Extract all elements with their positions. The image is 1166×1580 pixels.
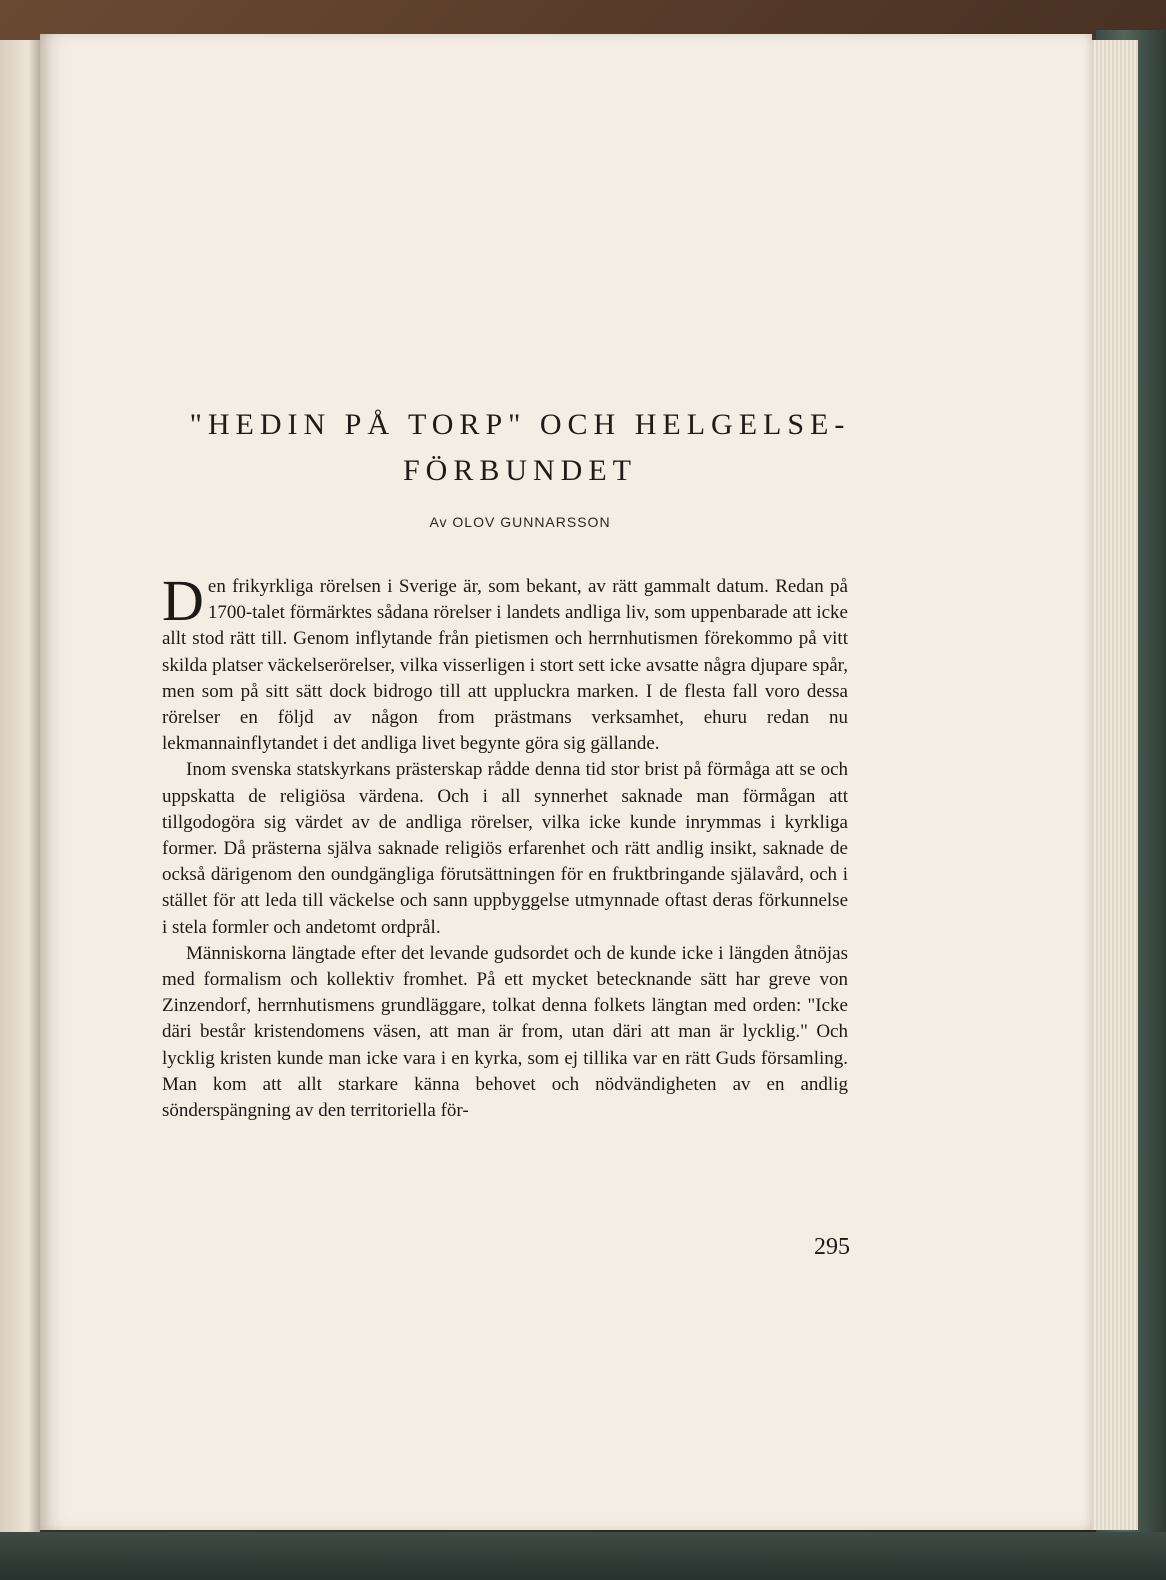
drop-cap: D [162,568,204,633]
paragraph-3: Människorna längtade efter det levande gudsordet och de kunde icke i längden åtnöjas med formalism och kollektiv fromhet. På ett mycket betecknande sätt har greve von Zinzendorf, herrnhutismens grundläggare, tolkat denna folkets längtan med orden: "Icke däri består kristendomens väsen, att man är from, utan däri att man är lycklig." Och lycklig kristen kunde man icke vara i en kyrka, som ej tillika var en rätt Guds församling. Man kom att allt starkare känna behovet och nödvändigheten av en andlig sönderspängning av den territoriella för- [162,942,848,1122]
title-line-1: "HEDIN PÅ TORP" OCH HELGELSE- [189,408,851,441]
article-body [162,568,848,1124]
title-line-2: FÖRBUNDET [402,454,637,487]
article-title [140,402,900,494]
paragraph-1 [162,568,848,757]
page-stack-edges [1086,40,1138,1530]
paragraph-2: Inom svenska statskyrkans prästerskap rådde denna tid stor brist på förmåga att se och uppskatta de religiösa värdena. Och i all synnerhet saknade man förmågan att tillgodogöra sig värdet av de andliga rörelser, vilka icke kunde inrymmas i kyrkliga former. Då prästerna själva saknade religiös erfarenhet och rätt andlig insikt, saknade de också därigenom den oundgängliga förutsättningen för en fruktbringande själavård, och i stället för att leda till väckelse och sann uppbyggelse utmynnade oftast deras förkunnelse i stela formler och andetomt ordprål. [162,759,848,938]
paragraph-1-text: en frikyrkliga rörelsen i Sverige är, som bekant, av rätt gammalt datum. Redan på 1700-talet förmärktes sådana rörelser i landets andliga liv, som uppenbarade att icke allt stod rätt till. Genom inflytande från pietismen och herrnhutismen förekommo på vitt skilda platser väckelserörelser, vilka visserligen i stort sett icke avsatte några djupare spår, men som på sitt sätt dock bidrogo till att uppluckra marken. I de flesta fall voro dessa rörelser en följd av någon from prästmans verksamhet, ehuru redan nu lekmannainflytandet i det andliga livet begynte göra sig gällande. [162,576,848,755]
page-number: 295 [814,1234,850,1260]
left-page-edge [0,40,40,1532]
article-byline: Av OLOV GUNNARSSON [429,514,611,530]
book-page [40,34,1092,1530]
book-cover-bottom [0,1532,1166,1580]
